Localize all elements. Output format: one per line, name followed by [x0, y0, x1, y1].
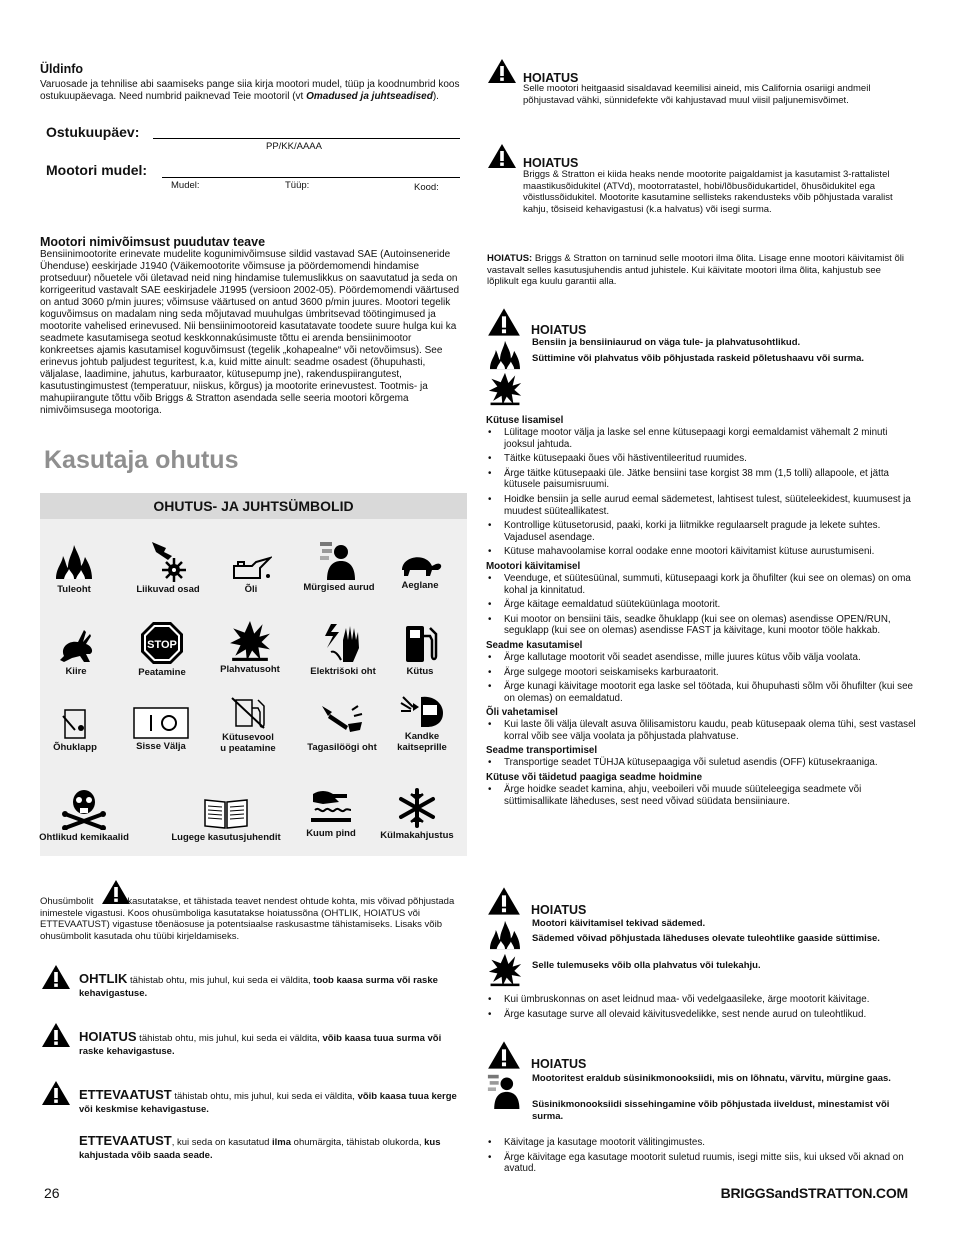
oil-change-heading: Õli vahetamisel — [486, 707, 558, 719]
fire-symbol — [26, 542, 122, 595]
fuel-shutoff-icon — [230, 696, 266, 730]
fire-icon — [54, 542, 94, 582]
moving-parts-icon — [146, 538, 190, 582]
notice-text-2: ohumärgita, tähistab olukorda, — [291, 1137, 425, 1148]
caution-text: tähistab ohtu, mis juhul, kui seda ei väldita, — [171, 1091, 358, 1102]
code-sub: Kood: — [414, 182, 439, 193]
kickback-icon — [318, 702, 366, 740]
warning-3-line1: Bensiin ja bensiiniaurud on väga tule- ja plahvatusohtlikud. — [532, 337, 801, 348]
warning-4-list-wrap — [486, 994, 916, 1023]
warning-4-explosion-icon — [488, 953, 522, 987]
list-item: • Ärge täitke kütusepaaki üle. Jätke bensiini tase korgist 38 mm (1,5 tolli) allapoole, et jätta kütusele paisumisruumi. — [486, 468, 916, 491]
general-text-italic: Omadused ja juhtseadised — [306, 91, 433, 102]
open-book-icon — [203, 794, 249, 830]
snowflake-icon — [397, 788, 437, 828]
alert-intro-part2: kasutatakse, et tähistada teavet nendest ohtude kohta, mis võivad põhjustada inimestele vigastusi. Koos ohusümboliga kasutatakse hoiatussõna (OHTLIK, HOIATUS või ETTEVAATUST) vigastuse tõenäosuse ja potentsiaalse raskusastme tähistamiseks. Lisaks võib ohusümbolit kasutada ohu tüübi kirjeldamiseks. — [40, 896, 455, 942]
warning-4-list — [486, 994, 916, 1020]
read-manual-symbol — [160, 794, 292, 843]
operating-list — [486, 652, 916, 704]
oil-label: Õli — [244, 584, 258, 595]
fast-label: Kiire — [65, 666, 87, 677]
oil-notice-text: Briggs & Stratton on tarninud selle mootori ilma õlita. Lisage enne mootori käivitamist õli vastavalt selles kasutusjuhendis antud juhistele. Kui käivitate mootori ilma õlita, kahjustub see lõplikult ega kuulu garantii alla. — [487, 253, 904, 287]
explosion-icon — [229, 620, 271, 662]
model-sub: Mudel: — [171, 180, 200, 191]
list-item: • Ärge kunagi käivitage mootorit ega laske sel töötada, kui õhupuhasti sõlm või õhufilter (kui see on olemas) on eemaldatud. — [486, 681, 916, 704]
caution-alert-icon — [41, 1080, 71, 1106]
starting-list — [486, 573, 916, 637]
starting-heading: Mootori käivitamisel — [486, 560, 581, 572]
symbols-heading: OHUTUS- JA JUHTSÜMBOLID — [40, 493, 467, 519]
warning-4-title: HOIATUS — [531, 903, 587, 917]
warning-4-line1: Mootori käivitamisel tekivad sädemed. — [532, 918, 706, 929]
eye-protection-icon — [399, 693, 445, 729]
hot-surface-icon — [309, 786, 353, 826]
storing-list — [486, 784, 916, 807]
list-item: • Lülitage mootor välja ja laske sel enne kütusepaagi korgi eemaldamist vähemalt 2 minuti jooksul jahtuda. — [486, 427, 916, 450]
kickback-label: Tagasilöögi oht — [307, 742, 377, 753]
general-text — [40, 79, 460, 103]
notice-word: ETTEVAATUST — [79, 1133, 172, 1148]
brand-url[interactable]: BRIGGSandSTRATTON.COM — [720, 1185, 908, 1201]
list-item: • Kui laste õli välja ülevalt asuva õlilisamistoru kaudu, peab kütusepaak olema tühi, sest vastasel korral võib see välja voolata ja põhjustada plahvatuse. — [486, 719, 916, 742]
list-item: • Veenduge, et süütesüünal, summuti, kütusepaagi kork ja õhufilter (kui see on olemas) on oma kohal ja kinnitatud. — [486, 573, 916, 596]
list-item: • Täitke kütusepaaki õues või hästiventileeritud ruumides. — [486, 453, 916, 465]
purchase-date-line[interactable] — [153, 138, 460, 139]
warning-5-title: HOIATUS — [531, 1057, 587, 1071]
engine-model-line[interactable] — [162, 177, 460, 178]
list-item: • Ärge kallutage mootorit või seadet asendisse, mille juures kütus võib välja voolata. — [486, 652, 916, 664]
list-item: • Transportige seadet TÜHJA kütusepaagiga või suletud asendis (OFF) kütusekraaniga. — [486, 757, 916, 769]
moving-parts-label: Liikuvad osad — [136, 584, 200, 595]
oil-symbol — [203, 556, 299, 595]
warning-alert-icon — [41, 1022, 71, 1048]
warning-4-line2: Sädemed võivad põhjustada läheduses olevate tuleohtlike gaaside süttimise. — [532, 933, 880, 944]
danger-word: OHTLIK — [79, 971, 128, 986]
danger-text: tähistab ohtu, mis juhul, kui seda ei väldita, — [127, 975, 314, 986]
choke-label: Õhuklapp — [53, 742, 97, 753]
warning-5-list-wrap — [486, 1137, 916, 1178]
stop-symbol — [114, 621, 210, 678]
warning-5-list — [486, 1137, 916, 1175]
fuel-adding-list — [486, 427, 916, 558]
warning-2-text: Briggs & Stratton ei kiida heaks nende mootorite paigaldamist ja kasutamist 3-rattalistel maastikusõidukitel (ATVd), mootorratastel, hobi/lõbusõidukartidel, õhusõidukitel ega võistlussõidukitel. Mootorite kasutamine sellisteks rakendusteks võib põhjustada varalist kahju, tõsiseid kehavigastusi (k.a halvatus) või isegi surma. — [523, 169, 893, 215]
list-item: • Kontrollige kütusetorusid, paaki, korki ja liitmikke regulaarselt pragude ja lekete suhtes. Vajadusel asendage. — [486, 520, 916, 543]
list-item: • Kui ümbruskonnas on aset leidnud maa- või vedelgaasileke, ärge mootorit käivitage. — [486, 994, 916, 1006]
warning-4-icon — [487, 886, 521, 916]
engine-model-label: Mootori mudel: — [46, 162, 148, 178]
slow-label: Aeglane — [401, 580, 439, 591]
on-off-label: Sisse Välja — [136, 741, 186, 752]
oil-notice-bold: HOIATUS: — [487, 253, 533, 264]
choke-symbol — [27, 708, 123, 753]
fuel-adding-heading: Kütuse lisamisel — [486, 415, 564, 426]
fuel-shutoff-symbol — [200, 696, 296, 754]
hot-surface-label: Kuum pind — [306, 828, 356, 839]
transport-heading: Seadme transportimisel — [486, 745, 598, 757]
frostbite-label: Külmakahjustus — [380, 830, 454, 841]
danger-definition — [79, 972, 464, 1000]
power-heading: Mootori nimivõimsust puudutav teave — [40, 235, 266, 249]
electric-shock-label: Elektrišoki oht — [310, 666, 376, 677]
fast-symbol — [28, 626, 124, 677]
fuel-safety-list — [486, 413, 916, 810]
purchase-date-label: Ostukuupäev: — [46, 124, 140, 140]
chemicals-label: Ohtlikud kemikaalid — [39, 832, 129, 843]
fire-label: Tuleoht — [57, 584, 91, 595]
notice-definition — [79, 1134, 469, 1162]
toxic-fumes-icon — [319, 540, 359, 580]
on-off-symbol — [113, 707, 209, 752]
notice-bold: kus kahjustada võib saada seade. — [79, 1137, 441, 1161]
safety-title: Kasutaja ohutus — [44, 446, 239, 474]
list-item: • Kütuse mahavoolamise korral oodake enne mootori käivitamist kütuse aurustumiseni. — [486, 546, 916, 558]
list-item: • Ärge käivitage ega kasutage mootorit suletud ruumis, isegi mitte siis, kui uksed või aknad on avatud. — [486, 1152, 916, 1175]
warning-3-fire-icon — [488, 340, 522, 370]
fuel-pump-icon — [402, 622, 438, 664]
slow-symbol — [372, 548, 468, 591]
warning-word: HOIATUS — [79, 1029, 137, 1044]
chemicals-symbol — [36, 786, 132, 843]
moving-parts-symbol — [120, 538, 216, 595]
operating-heading: Seadme kasutamisel — [486, 639, 583, 651]
page-number: 26 — [44, 1185, 60, 1201]
warning-5-toxic-icon — [487, 1073, 523, 1109]
fuel-shutoff-label-2: u peatamine — [220, 743, 276, 754]
notice-text-1: , kui seda on kasutatud — [171, 1137, 273, 1148]
warning-3-title: HOIATUS — [531, 323, 587, 337]
transport-list — [486, 757, 916, 769]
list-item: • Ärge kasutage surve all olevaid käivitusvedelikke, sest nende aurud on tuleohtlikud. — [486, 1009, 916, 1021]
skull-crossbones-icon — [61, 786, 107, 830]
caution-definition — [79, 1088, 464, 1116]
list-item: • Käivitage ja kasutage mootorit välitingimustes. — [486, 1137, 916, 1149]
warning-definition — [79, 1030, 464, 1058]
list-item: • Kui mootor on bensiini täis, seadke õhuklapp (kui see on olemas) asendisse OPEN/RUN, seguklapp (kui see on olemas) asendisse FAST ja käivitage, kuni mootor tööle hakkab. — [486, 614, 916, 637]
warning-5-icon — [487, 1040, 521, 1070]
rabbit-icon — [56, 626, 96, 664]
stop-sign-icon — [140, 621, 184, 665]
danger-bold: toob kaasa surma või raske kehavigastuse. — [79, 975, 438, 999]
power-text: Bensiinimootorite erinevate mudelite kogunimivõimsuse sildid vastavad SAE (Autoinseneride Ühenduse) eeskirjade J1940 (Väikemootorite võimsuse ja pöördemomendi hindamise protseduur) nõuetele või ületavad neid ning hindamise tulemuslikkus on saavutatud ja seda on korrigeeritud vastavalt SAE eeskirjadele J1995 (versioon 2002-05). Pöördemomendi väärtused on antud 3060 p/min juures; võimsuse väärtused on antud 3600 p/min juures. Mootori tegelik koguvõimsus on madalam ning seda mõjutavad muuhulgas ümbritsevad töötingimused ja mootorite vahelised erinevused. Nii bensiinimootoreid kasutatavate toodete suure hulga kui ka seadmete kasutamisega seotud keskkonnakúsimuste tõttu ei arenda bensiinimootor konkreetses ajamis kasutamisel koguvõimsust (tegelik „kohapealne“ või netovõimsus). See erinevus johtub paljudest teguritest, k.a, kuid mitte ainult: seadme osadest (õhupuhasti, väljalase, laadimine, jahutus, karburaator, kütusepump jne), rakenduspiirangutest, kasutustingimustest (temperatuur, niiskus, kõrgus) ja mootorite erinevustest. Tootmis- ja mahupiirangute tõttu võib Briggs & Stratton asendada selle seeria mootori kõrgema nimivõimsusega mootoriga. — [40, 249, 460, 416]
warning-3-line2: Süttimine või plahvatus võib põhjustada raskeid põletushaavu või surma. — [532, 353, 865, 364]
hot-surface-symbol — [283, 786, 379, 839]
warning-1-title: HOIATUS — [523, 71, 579, 85]
explosion-label: Plahvatusoht — [220, 664, 280, 675]
electric-shock-icon — [321, 622, 365, 664]
warning-4-fire-icon — [488, 920, 522, 950]
general-heading: Üldinfo — [40, 62, 84, 76]
explosion-symbol — [202, 620, 298, 675]
notice-ilma: ilma — [272, 1137, 292, 1148]
eye-protection-symbol — [374, 693, 470, 753]
warning-3-icon — [487, 307, 521, 337]
caution-word: ETTEVAATUST — [79, 1087, 172, 1102]
list-item: • Ärge sulgege mootori seiskamiseks karburaatorit. — [486, 667, 916, 679]
list-item: • Ärge hoidke seadet kamina, ahju, veeboileri või muude süüteleegiga seadmete või süttimisallikate läheduses, sest need võivad süüdata bensiiniaure. — [486, 784, 916, 807]
toxic-fumes-label: Mürgised aurud — [303, 582, 375, 593]
choke-icon — [59, 708, 91, 740]
danger-alert-icon — [41, 964, 71, 990]
alert-intro — [40, 896, 468, 942]
oil-change-list — [486, 719, 916, 742]
list-item: • Hoidke bensiin ja selle aurud eemal sädemetest, lahtisest tulest, süüteleekidest, kuumusest ja muudest süüteallikatest. — [486, 494, 916, 517]
date-format: PP/KK/AAAA — [266, 141, 322, 152]
general-text-part: Varuosade ja tehnilise abi saamiseks pange siia kirja mootori mudel, tüüp ja koodnumbrid koos ostukuupäevaga. Need numbrid paiknevad Teie mootoril (vt — [40, 79, 460, 102]
warning-5-line1: Mootoritest eraldub süsinikmonooksiidi, mis on lõhnatu, värvitu, mürgine gaas. — [532, 1073, 891, 1084]
svg-text:STOP: STOP — [147, 639, 177, 651]
warning-1-icon — [487, 58, 517, 84]
alert-intro-part1: Ohusümbolit — [40, 896, 94, 907]
fuel-symbol — [372, 622, 468, 677]
eye-protection-label-1: Kandke — [404, 731, 440, 742]
frostbite-symbol — [369, 788, 465, 841]
warning-3-explosion-icon — [488, 372, 522, 406]
general-text-end: ). — [432, 91, 439, 102]
storing-heading: Kütuse või täidetud paagiga seadme hoidmine — [486, 772, 703, 784]
turtle-icon — [396, 548, 444, 578]
warning-1-text: Selle mootori heitgaasid sisaldavad keemilisi aineid, mis California osariigi andmeil põhjustavad vähki, sünnidefekte või kahjustavad muul viisil paljunemisvõimet. — [523, 83, 871, 106]
warning-2-title: HOIATUS — [523, 156, 579, 170]
warning-2-icon — [487, 143, 517, 169]
stop-label: Peatamine — [138, 667, 186, 678]
list-item: • Ärge käitage eemaldatud süüteküünlaga mootorit. — [486, 599, 916, 611]
fuel-label: Kütus — [406, 666, 434, 677]
warning-text: tähistab ohtu, mis juhul, kui seda ei väldita, — [136, 1033, 323, 1044]
warning-4-line3: Selle tulemuseks võib olla plahvatus või tulekahju. — [532, 960, 761, 971]
oil-notice — [487, 253, 907, 288]
warning-5-line2: Süsinikmonooksiidi sissehingamine võib põhjustada iiveldust, minestamist või surma. — [532, 1099, 890, 1122]
on-off-icon — [133, 707, 189, 739]
eye-protection-label-2: kaitseprille — [397, 742, 447, 753]
type-sub: Tüüp: — [285, 180, 310, 191]
caution-bold: võib kaasa tuua kerge või keskmise kehavigastuse. — [79, 1091, 457, 1115]
oil-can-icon — [230, 556, 272, 582]
warning-bold: võib kaasa tuua surma või raske kehavigastuse. — [79, 1033, 442, 1057]
read-manual-label: Lugege kasutusjuhendit — [171, 832, 281, 843]
fuel-shutoff-label-1: Kütusevool — [222, 732, 274, 743]
